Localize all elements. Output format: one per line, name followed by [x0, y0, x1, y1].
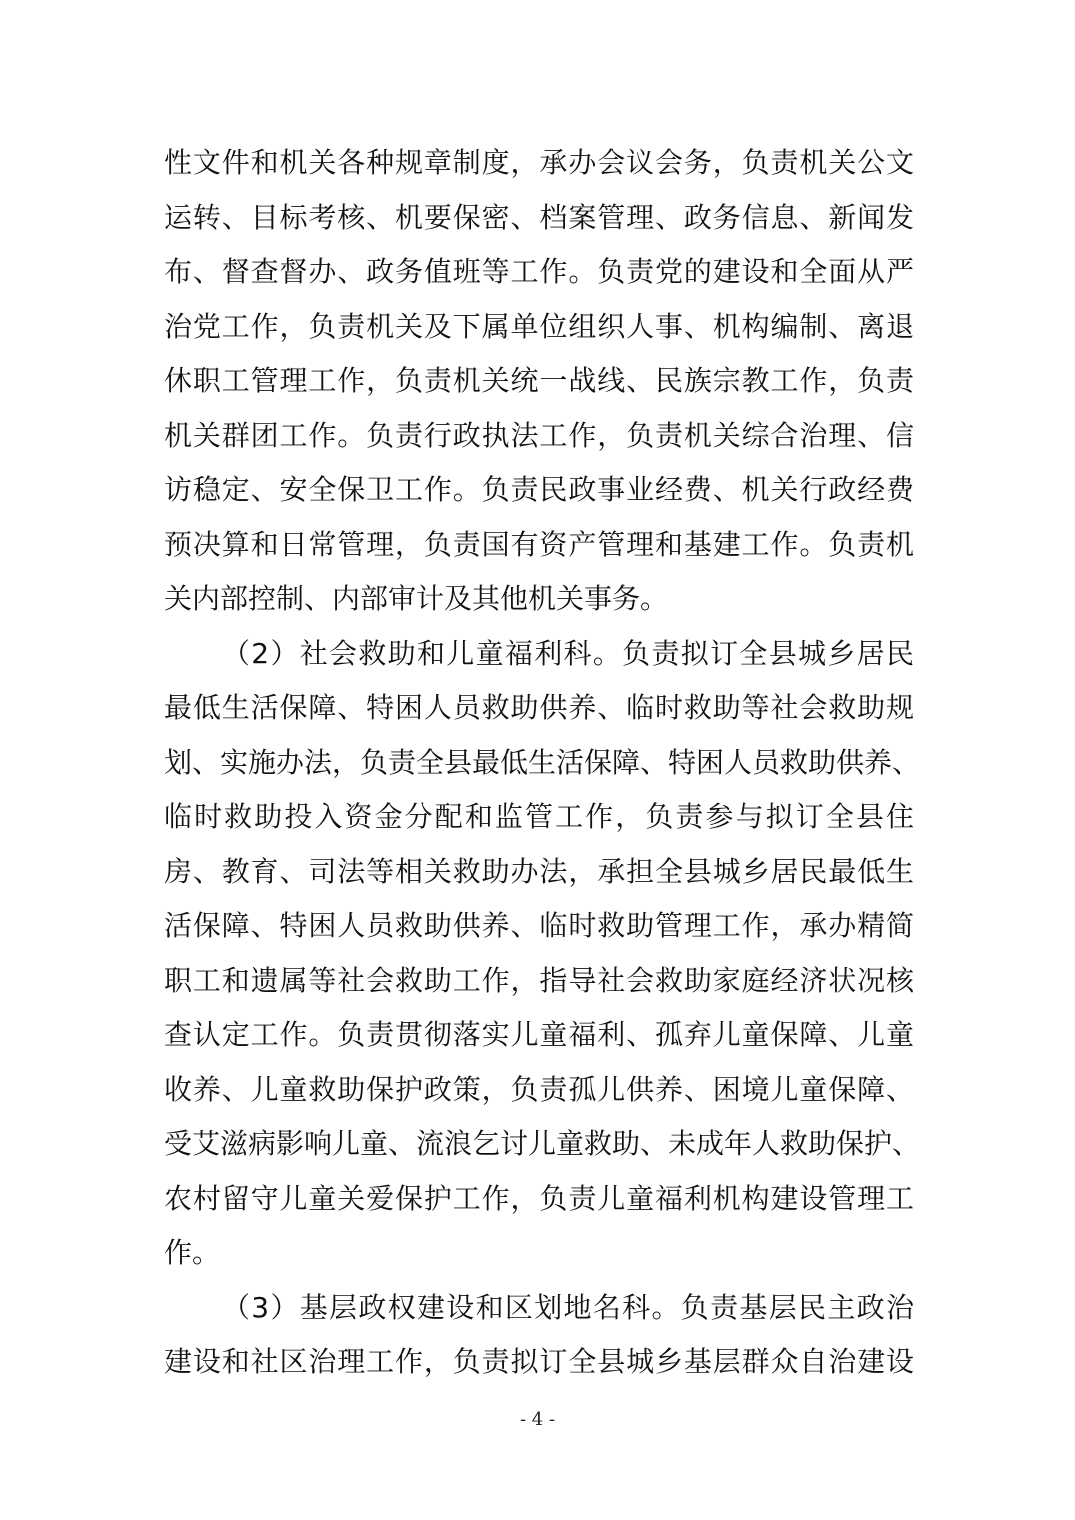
- text-line: 关内部控制、内部审计及其他机关事务。: [164, 582, 669, 615]
- text-line: 机关群团工作。负责行政执法工作，负责机关综合治理、信: [164, 418, 914, 452]
- text-line: 农村留守儿童关爱保护工作，负责儿童福利机构建设管理工: [164, 1181, 914, 1215]
- text-line: 预决算和日常管理，负责国有资产管理和基建工作。负责机: [164, 527, 914, 561]
- text-line: 访稳定、安全保卫工作。负责民政事业经费、机关行政经费: [164, 473, 914, 506]
- text-line: 最低生活保障、特困人员救助供养、临时救助等社会救助规: [164, 691, 914, 724]
- text-line: 收养、儿童救助保护政策，负责孤儿供养、困境儿童保障、: [164, 1072, 914, 1106]
- text-line: 作。: [164, 1236, 221, 1269]
- text-line: 治党工作，负责机关及下属单位组织人事、机构编制、离退: [164, 309, 914, 343]
- section-heading-line: （2）社会救助和儿童福利科。负责拟订全县城乡居民: [222, 636, 914, 670]
- text-line: 划、实施办法，负责全县最低生活保障、特困人员救助供养、: [164, 745, 921, 779]
- text-line: 临时救助投入资金分配和监管工作，负责参与拟订全县住: [164, 800, 914, 833]
- text-line: 布、督查督办、政务值班等工作。负责党的建设和全面从严: [164, 255, 914, 288]
- section-heading-line: （3）基层政权建设和区划地名科。负责基层民主政治: [222, 1290, 914, 1324]
- page-number: - 4 -: [519, 1409, 556, 1430]
- text-line: 查认定工作。负责贯彻落实儿童福利、孤弃儿童保障、儿童: [164, 1018, 914, 1051]
- text-line: 运转、目标考核、机要保密、档案管理、政务信息、新闻发: [164, 200, 914, 234]
- text-line: 建设和社区治理工作，负责拟订全县城乡基层群众自治建设: [164, 1345, 914, 1378]
- text-line: 职工和遗属等社会救助工作，指导社会救助家庭经济状况核: [164, 963, 914, 997]
- text-line: 受艾滋病影响儿童、流浪乞讨儿童救助、未成年人救助保护、: [164, 1127, 921, 1160]
- body-text: [164, 136, 921, 1390]
- text-line: 活保障、特困人员救助供养、临时救助管理工作，承办精简: [164, 909, 914, 942]
- text-line: 休职工管理工作，负责机关统一战线、民族宗教工作，负责: [164, 364, 914, 397]
- text-line: 房、教育、司法等相关救助办法，承担全县城乡居民最低生: [164, 854, 914, 888]
- text-line: 性文件和机关各种规章制度，承办会议会务，负责机关公文: [164, 146, 914, 179]
